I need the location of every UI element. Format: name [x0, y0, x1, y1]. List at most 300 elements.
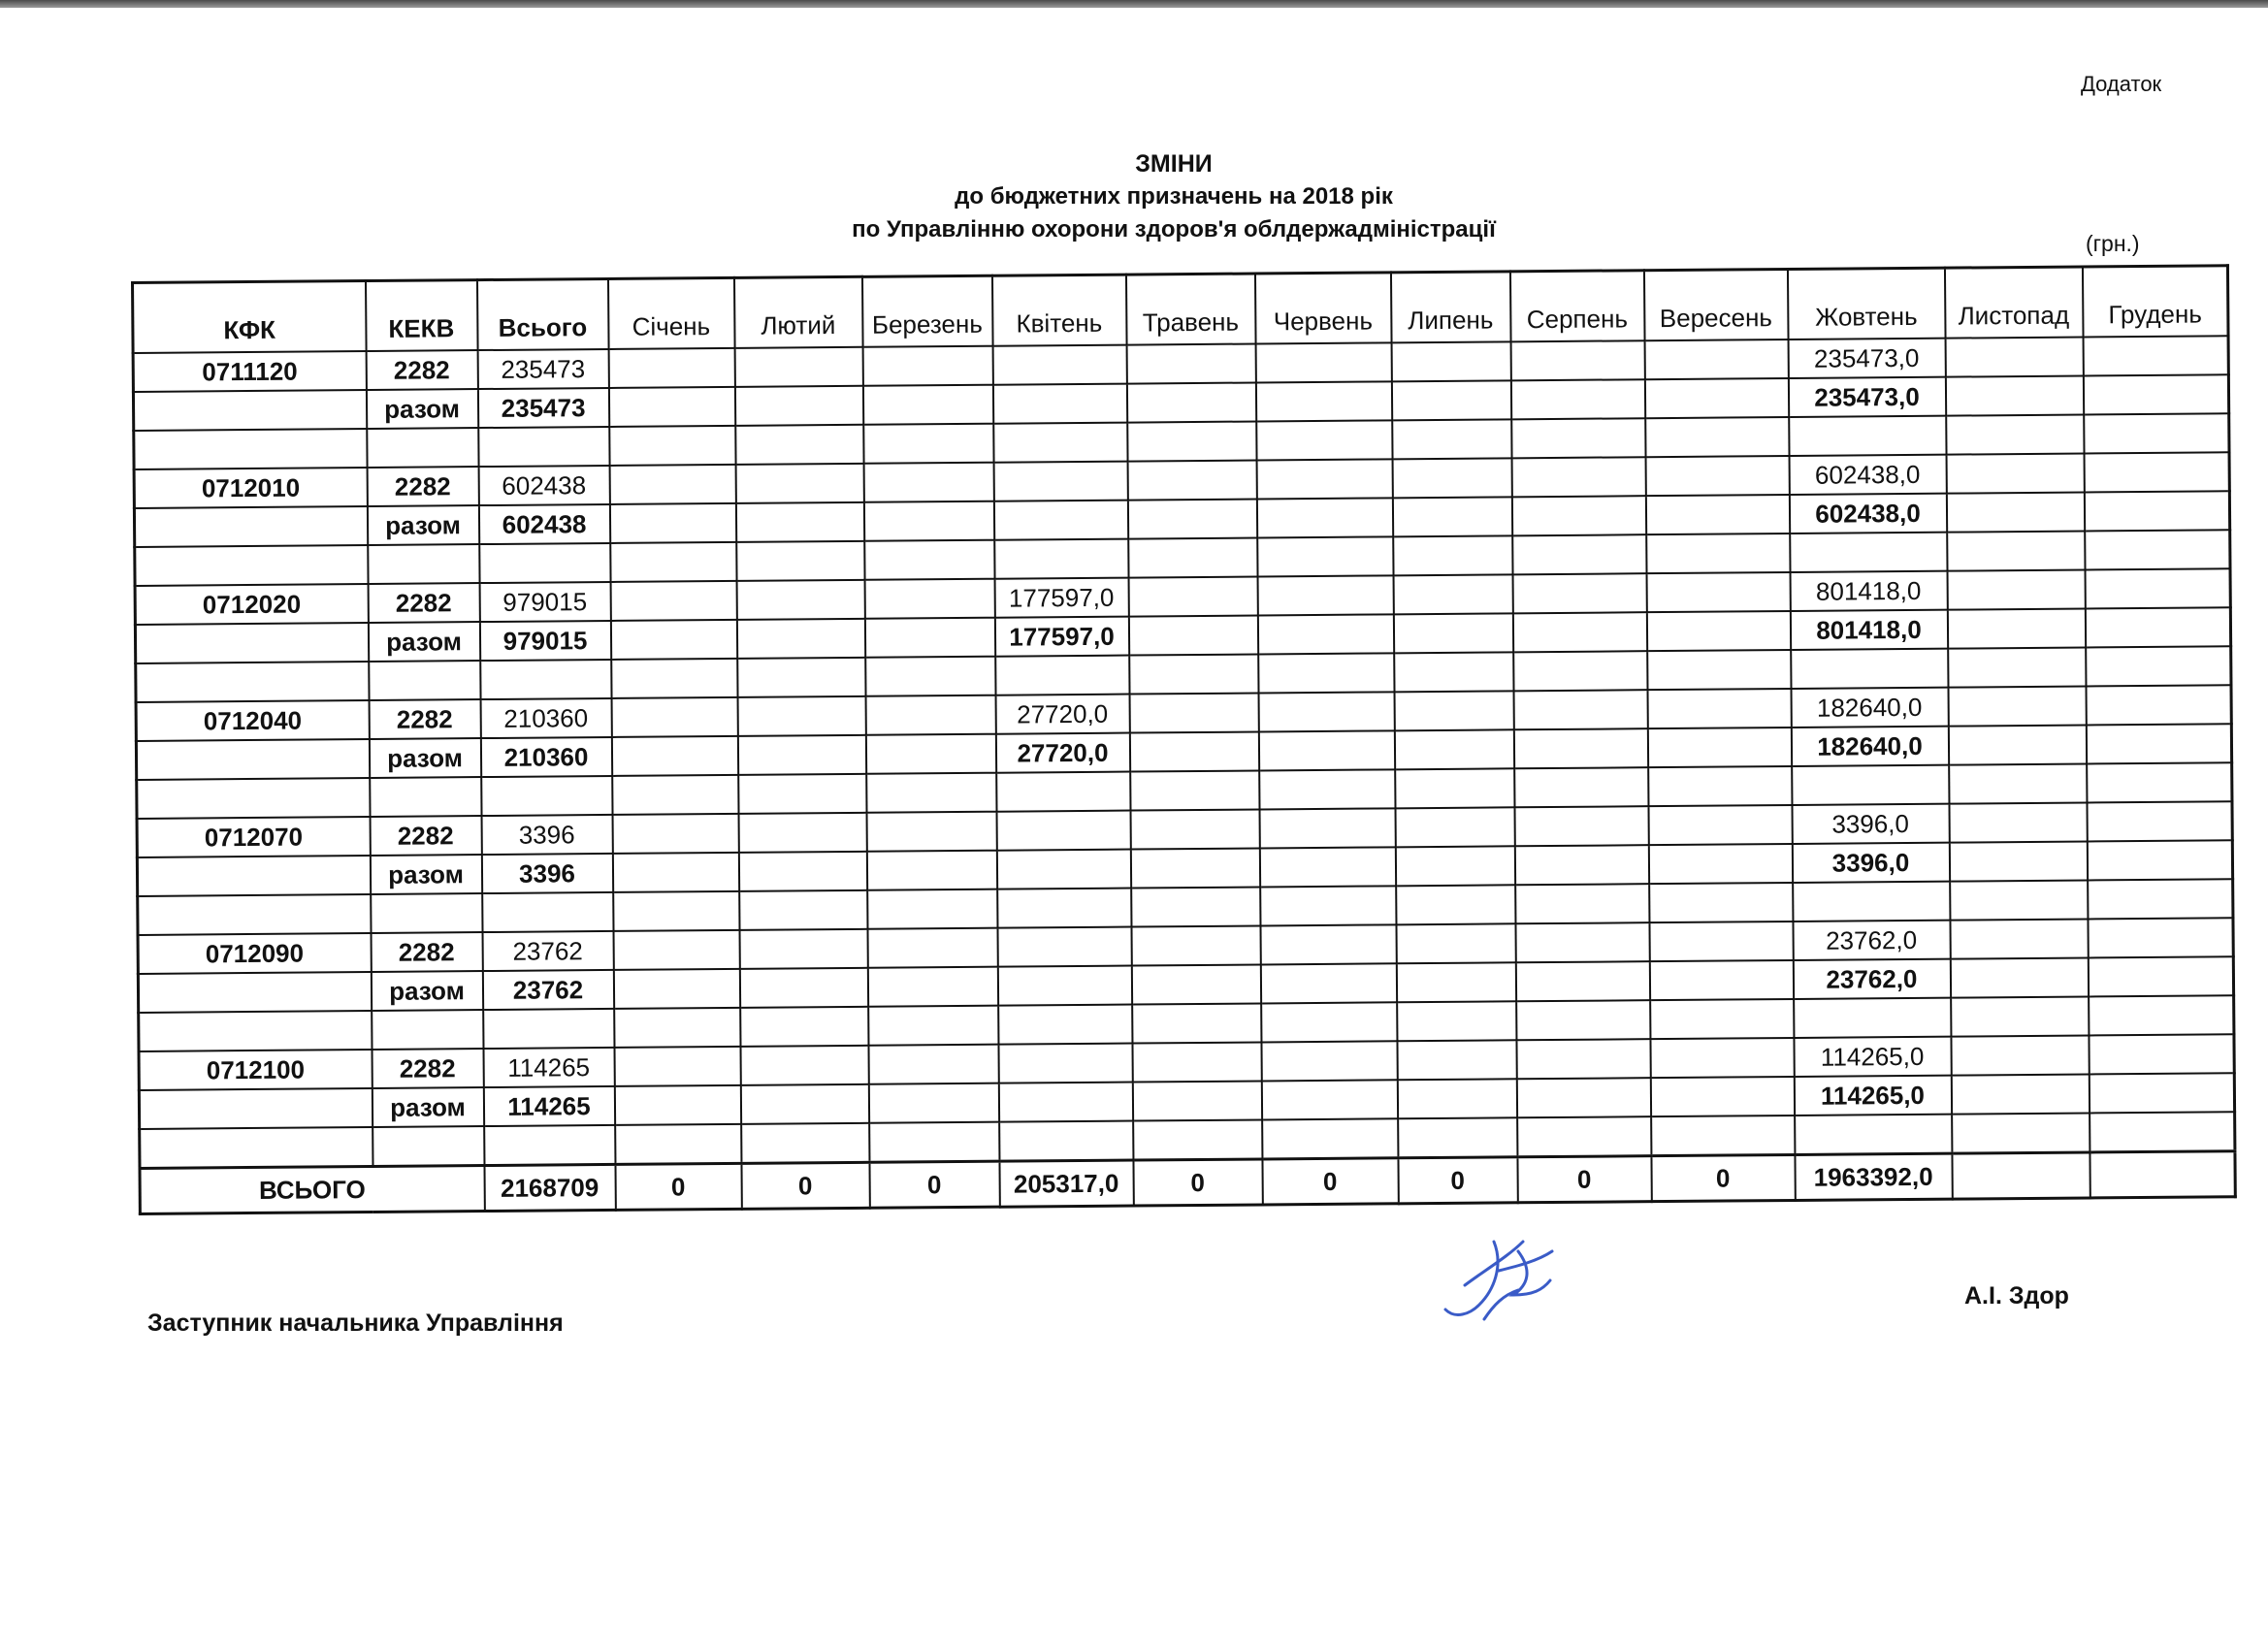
total-cell: 114265 [483, 1048, 614, 1087]
month-cell [1513, 690, 1647, 729]
month-cell [1516, 1039, 1650, 1079]
month-cell [610, 620, 736, 660]
empty-cell [997, 889, 1131, 928]
october-cell: 114265,0 [1794, 1037, 1951, 1077]
month-cell [867, 928, 997, 968]
empty-cell [1260, 886, 1396, 925]
title-block [776, 147, 1571, 246]
col-february: Лютий [733, 276, 862, 348]
empty-cell [1513, 651, 1647, 691]
empty-cell [1793, 882, 1950, 922]
kfk-cell [133, 390, 366, 431]
month-cell [2083, 336, 2228, 375]
empty-cell [373, 1126, 484, 1166]
month-cell [1259, 808, 1395, 848]
empty-cell [1646, 534, 1790, 573]
empty-cell [863, 424, 993, 464]
empty-cell [736, 541, 864, 581]
grand-total-sep: 0 [1651, 1154, 1795, 1201]
month-cell [865, 734, 995, 774]
month-cell [1256, 498, 1392, 537]
month-cell [1515, 961, 1649, 1001]
month-cell [735, 502, 863, 542]
april-cell [992, 345, 1126, 385]
month-cell [1126, 382, 1255, 422]
empty-cell [1129, 654, 1258, 694]
empty-cell [479, 543, 610, 583]
month-cell [864, 579, 994, 619]
empty-cell [1511, 418, 1645, 458]
col-january: Січень [607, 277, 734, 349]
month-cell [862, 346, 992, 386]
empty-cell [610, 542, 736, 582]
month-cell [867, 967, 997, 1007]
empty-cell [1516, 1000, 1650, 1040]
empty-cell [1515, 884, 1649, 923]
month-cell [612, 853, 738, 892]
month-cell [614, 1047, 740, 1086]
empty-cell [140, 1127, 373, 1168]
month-cell [2086, 685, 2231, 725]
month-cell [611, 736, 737, 776]
month-cell [738, 852, 866, 891]
total-cell: 602438 [478, 466, 609, 505]
empty-cell [867, 889, 997, 929]
month-cell [1392, 458, 1511, 498]
total-cell: 210360 [480, 698, 611, 738]
empty-cell [612, 775, 738, 815]
empty-cell [993, 423, 1127, 463]
empty-cell [740, 1007, 868, 1047]
empty-cell [994, 539, 1128, 579]
kfk-cell [139, 1088, 372, 1129]
sum-label-cell: разом [370, 855, 481, 894]
empty-cell [1650, 999, 1794, 1039]
col-october: Жовтень [1787, 268, 1945, 340]
month-cell [1397, 1040, 1516, 1080]
empty-cell [2090, 1112, 2235, 1152]
month-cell [2088, 918, 2233, 957]
sum-april-cell [998, 1083, 1132, 1122]
month-cell [1950, 957, 2088, 997]
empty-cell [1396, 885, 1515, 924]
total-cell: 3396 [481, 815, 612, 855]
signature-icon [1426, 1212, 1571, 1339]
sum-april-cell: 177597,0 [994, 617, 1128, 657]
sum-label-cell: разом [369, 738, 480, 778]
april-cell [996, 811, 1130, 851]
month-cell [1127, 499, 1256, 538]
month-cell [866, 812, 996, 852]
empty-cell [611, 659, 737, 698]
month-cell [1949, 841, 2087, 881]
empty-cell [869, 1122, 999, 1163]
kfk-cell: 0712020 [135, 584, 368, 625]
empty-cell [1950, 880, 2088, 920]
sum-october-cell: 182640,0 [1791, 727, 1948, 766]
month-cell [863, 501, 993, 541]
month-cell [1392, 497, 1511, 536]
empty-cell [1133, 1119, 1262, 1160]
month-cell [1261, 1041, 1397, 1081]
empty-cell [1395, 768, 1514, 808]
empty-cell [609, 426, 735, 466]
month-cell [1648, 805, 1792, 845]
sum-label-cell: разом [371, 971, 482, 1011]
month-cell [1395, 807, 1514, 847]
kekv-cell: 2282 [372, 1049, 483, 1088]
empty-cell [484, 1125, 615, 1166]
month-cell [614, 1085, 740, 1125]
col-april: Квітень [991, 275, 1126, 346]
month-cell [613, 969, 739, 1009]
sum-total-cell: 979015 [479, 621, 610, 661]
empty-cell [369, 661, 480, 700]
empty-cell [135, 545, 368, 586]
empty-cell [371, 893, 482, 933]
month-cell [2085, 568, 2230, 608]
empty-cell [2084, 413, 2229, 453]
month-cell [1951, 1035, 2089, 1075]
grand-total-nov [1952, 1152, 2090, 1199]
grand-total-label: ВСЬОГО [140, 1166, 484, 1214]
empty-cell [481, 776, 612, 816]
empty-cell [1952, 1113, 2090, 1153]
april-cell: 177597,0 [994, 578, 1128, 618]
sum-october-cell: 801418,0 [1790, 610, 1947, 650]
month-cell [1393, 574, 1512, 614]
kfk-cell: 0712040 [136, 700, 369, 741]
month-cell [1128, 615, 1257, 655]
month-cell [1511, 496, 1645, 535]
empty-cell [1947, 531, 2085, 570]
month-cell [1391, 341, 1510, 381]
empty-cell [739, 890, 867, 930]
sum-label-cell: разом [368, 622, 479, 662]
empty-cell [1792, 765, 1949, 805]
empty-cell [368, 544, 479, 584]
month-cell [740, 1084, 868, 1124]
empty-cell [1647, 650, 1791, 690]
col-kfk: КФК [133, 281, 367, 353]
grand-total-sum: 2168709 [484, 1164, 615, 1211]
empty-cell [138, 894, 371, 935]
grand-total-may: 0 [1133, 1159, 1262, 1206]
month-cell [735, 464, 863, 503]
empty-cell [1398, 1117, 1517, 1158]
sum-label-cell: разом [372, 1087, 483, 1127]
empty-cell [1257, 536, 1393, 576]
empty-cell [1397, 1001, 1516, 1041]
col-may: Травень [1125, 274, 1255, 345]
empty-cell [134, 429, 367, 469]
month-cell [734, 347, 862, 387]
kekv-cell: 2282 [371, 932, 482, 972]
total-cell: 235473 [477, 349, 608, 389]
signatory-name: А.І. Здор [1964, 1282, 2069, 1310]
empty-cell [482, 892, 613, 932]
month-cell [739, 929, 867, 969]
empty-cell [1517, 1116, 1651, 1157]
signatory-position: Заступник начальника Управління [147, 1310, 564, 1337]
month-cell [1394, 729, 1513, 769]
month-cell [1396, 962, 1515, 1002]
month-cell [1644, 340, 1788, 379]
month-cell [1510, 379, 1644, 419]
month-cell [2086, 724, 2231, 763]
month-cell [1514, 806, 1648, 846]
month-cell [2085, 607, 2230, 647]
empty-cell [865, 657, 995, 696]
month-cell [1258, 730, 1394, 770]
table-body [133, 336, 2235, 1168]
empty-cell [1648, 766, 1792, 806]
month-cell [1132, 1081, 1261, 1120]
month-cell [610, 581, 736, 621]
month-cell [865, 695, 995, 735]
month-cell [1257, 614, 1393, 654]
month-cell [736, 619, 864, 659]
budget-table-wrap [131, 264, 2237, 1215]
month-cell [737, 696, 865, 736]
col-september: Вересень [1643, 269, 1788, 340]
sum-october-cell: 23762,0 [1793, 959, 1950, 999]
month-cell [1131, 925, 1260, 965]
month-cell [1947, 608, 2085, 648]
month-cell [1258, 692, 1394, 731]
kfk-cell: 0712070 [137, 817, 370, 857]
sum-total-cell: 23762 [482, 970, 613, 1010]
sum-april-cell [996, 850, 1130, 889]
empty-cell [2087, 762, 2232, 802]
empty-cell [1649, 883, 1793, 922]
empty-cell [1795, 1115, 1952, 1155]
empty-cell [137, 778, 370, 819]
col-march: Березень [861, 275, 992, 347]
october-cell: 801418,0 [1790, 571, 1947, 611]
empty-cell [1791, 649, 1948, 689]
month-cell [1129, 693, 1258, 732]
empty-cell [995, 656, 1129, 695]
month-cell [866, 851, 996, 890]
col-november: Листопад [1944, 267, 2083, 339]
month-cell [2089, 1073, 2234, 1113]
empty-cell [1130, 770, 1259, 810]
sum-april-cell [992, 384, 1126, 424]
month-cell [1951, 1074, 2089, 1114]
month-cell [1947, 569, 2085, 609]
kekv-cell: 2282 [369, 699, 480, 739]
month-cell [864, 618, 994, 658]
empty-cell [1946, 414, 2084, 454]
col-total: Всього [477, 278, 609, 350]
col-kekv: КЕКВ [366, 280, 478, 351]
empty-cell [370, 777, 481, 817]
month-cell [1512, 612, 1646, 652]
month-cell [1647, 689, 1791, 728]
grand-total-jun: 0 [1262, 1158, 1398, 1205]
empty-cell [1790, 533, 1947, 572]
month-cell [609, 503, 735, 543]
april-cell [997, 927, 1131, 967]
kfk-cell: 0712100 [139, 1050, 372, 1090]
month-cell [1260, 924, 1396, 964]
month-cell [1650, 1038, 1794, 1078]
month-cell [1649, 922, 1793, 961]
month-cell [613, 930, 739, 970]
month-cell [1515, 922, 1649, 962]
empty-cell [2089, 995, 2234, 1035]
sum-october-cell: 3396,0 [1792, 843, 1949, 883]
month-cell [1255, 342, 1391, 382]
month-cell [1511, 457, 1645, 497]
october-cell: 182640,0 [1791, 688, 1948, 728]
month-cell [738, 813, 866, 853]
empty-cell [1949, 763, 2087, 803]
empty-cell [864, 540, 994, 580]
month-cell [1514, 845, 1648, 885]
empty-cell [1789, 416, 1946, 456]
month-cell [1948, 725, 2086, 764]
kfk-cell [136, 739, 369, 780]
empty-cell [478, 427, 609, 467]
grand-total-jan: 0 [615, 1163, 741, 1210]
empty-cell [1256, 420, 1392, 460]
month-cell [1127, 460, 1256, 500]
empty-cell [1651, 1116, 1795, 1156]
month-cell [1257, 575, 1393, 615]
empty-cell [615, 1124, 741, 1165]
month-cell [1396, 923, 1515, 963]
grand-total-dec [2090, 1151, 2235, 1198]
empty-cell [1131, 887, 1260, 926]
month-cell [1649, 960, 1793, 1000]
empty-cell [1132, 1003, 1261, 1043]
month-cell [740, 1046, 868, 1085]
empty-cell [136, 662, 369, 702]
empty-cell [139, 1011, 372, 1051]
document-subtitle-2: по Управлінню охорони здоров'я облдержадміністрації [852, 216, 1496, 242]
kekv-cell: 2282 [366, 350, 477, 390]
empty-cell [2085, 530, 2230, 569]
april-cell [993, 462, 1127, 501]
april-cell [998, 1044, 1132, 1083]
empty-cell [1127, 421, 1256, 461]
month-cell [1126, 343, 1255, 383]
month-cell [1510, 340, 1644, 380]
empty-cell [1514, 767, 1648, 807]
sum-october-cell: 235473,0 [1788, 377, 1945, 417]
kfk-cell: 0712090 [138, 933, 371, 974]
empty-cell [868, 1006, 998, 1046]
sum-april-cell: 27720,0 [995, 733, 1129, 773]
month-cell [1647, 728, 1791, 767]
empty-cell [372, 1010, 483, 1050]
month-cell [1256, 459, 1392, 499]
sum-total-cell: 210360 [480, 737, 611, 777]
empty-cell [1128, 537, 1257, 577]
kfk-cell [135, 623, 368, 663]
month-cell [1393, 613, 1512, 653]
empty-cell [996, 772, 1130, 812]
empty-cell [998, 1005, 1132, 1045]
empty-cell [2086, 646, 2231, 686]
empty-cell [2088, 879, 2233, 919]
month-cell [868, 1083, 998, 1123]
kfk-cell: 0711120 [133, 351, 366, 392]
kfk-cell [137, 856, 370, 896]
month-cell [608, 348, 734, 388]
units-label: (грн.) [2086, 231, 2140, 256]
month-cell [2084, 452, 2229, 492]
kfk-cell: 0712010 [134, 468, 367, 508]
empty-cell [1794, 998, 1951, 1038]
sum-october-cell: 114265,0 [1794, 1076, 1951, 1116]
sum-october-cell: 602438,0 [1789, 494, 1946, 534]
empty-cell [999, 1121, 1133, 1162]
empty-cell [735, 425, 863, 465]
month-cell [2089, 1034, 2234, 1074]
sum-april-cell [997, 966, 1131, 1006]
sum-total-cell: 602438 [478, 504, 609, 544]
kekv-cell: 2282 [368, 583, 479, 623]
month-cell [1131, 964, 1260, 1004]
document-subtitle-1: до бюджетних призначень на 2018 рік [955, 183, 1393, 210]
month-cell [1130, 848, 1259, 888]
month-cell [736, 580, 864, 620]
month-cell [1132, 1042, 1261, 1082]
empty-cell [741, 1123, 869, 1164]
month-cell [1261, 1080, 1397, 1119]
kfk-cell [138, 972, 371, 1013]
col-july: Липень [1390, 272, 1510, 343]
month-cell [1645, 495, 1789, 534]
empty-cell [1393, 535, 1512, 575]
month-cell [2088, 956, 2233, 996]
empty-cell [1645, 417, 1789, 457]
month-cell [734, 386, 862, 426]
empty-cell [367, 428, 478, 468]
empty-cell [483, 1009, 614, 1049]
month-cell [2087, 840, 2232, 880]
grand-total-feb: 0 [741, 1162, 869, 1209]
empty-cell [613, 891, 739, 931]
sum-total-cell: 235473 [477, 388, 608, 428]
month-cell [1645, 456, 1789, 496]
total-cell: 23762 [482, 931, 613, 971]
month-cell [737, 735, 865, 775]
month-cell [1949, 802, 2087, 842]
month-cell [1512, 573, 1646, 613]
month-cell [1255, 381, 1391, 421]
april-cell: 27720,0 [995, 695, 1129, 734]
month-cell [2084, 491, 2229, 531]
month-cell [1391, 380, 1510, 420]
month-cell [1945, 375, 2083, 415]
empty-cell [1512, 534, 1646, 574]
scan-edge [0, 0, 2268, 8]
empty-cell [1392, 419, 1511, 459]
grand-total-aug: 0 [1517, 1156, 1651, 1203]
sum-april-cell [993, 501, 1127, 540]
month-cell [862, 385, 992, 425]
month-cell [1950, 919, 2088, 958]
sum-label-cell: разом [367, 505, 478, 545]
document-title: ЗМІНИ [1135, 150, 1213, 178]
month-cell [2087, 801, 2232, 841]
col-august: Серпень [1509, 271, 1644, 342]
grand-total-mar: 0 [869, 1161, 999, 1208]
